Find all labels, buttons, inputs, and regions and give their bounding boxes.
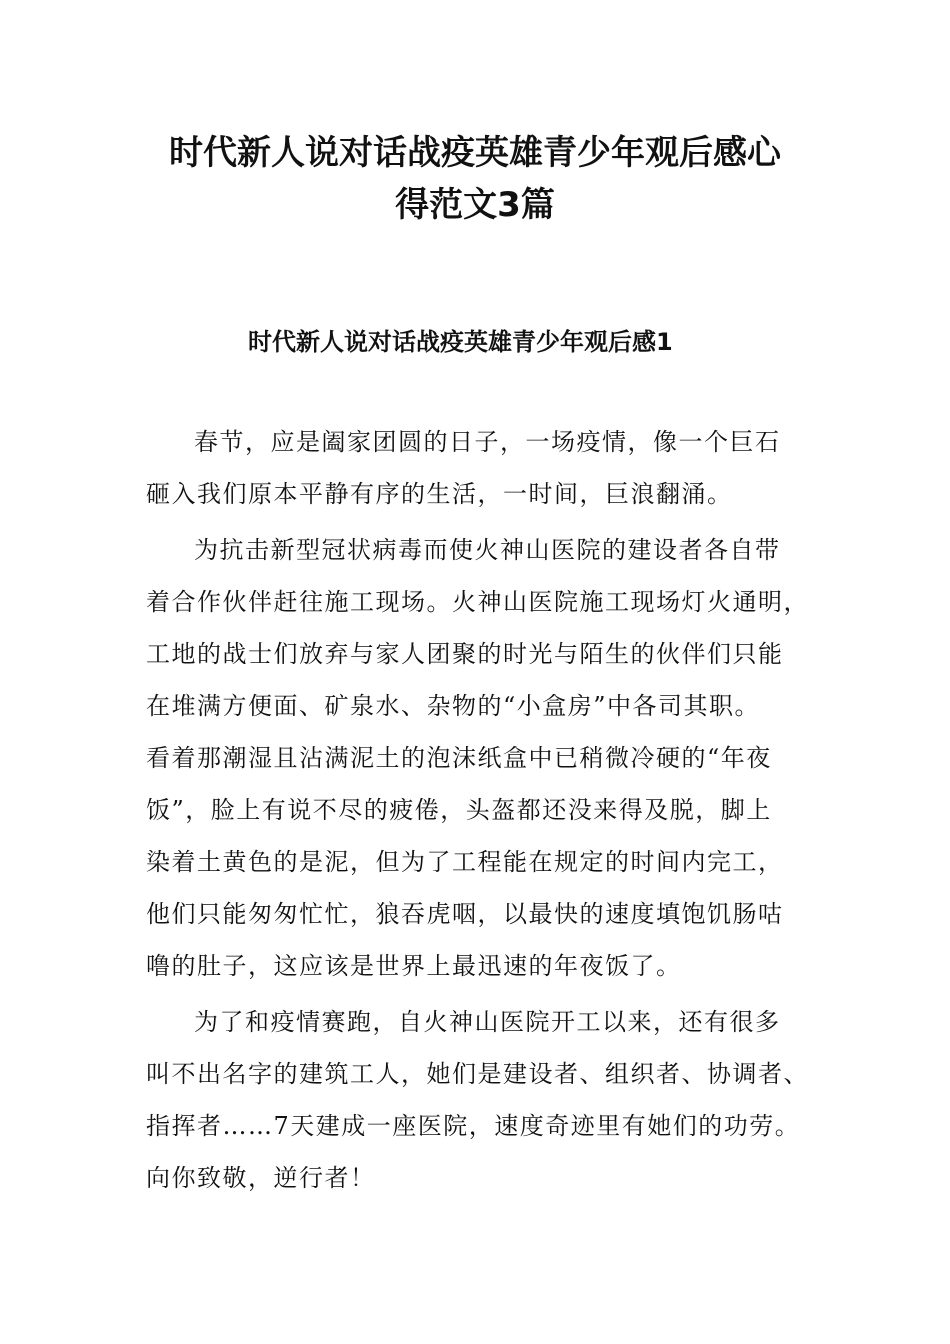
paragraph-line: 春节，应是阖家团圆的日子，一场疫情，像一个巨石 (194, 428, 781, 456)
paragraph-line: 饭”，脸上有说不尽的疲倦，头盔都还没来得及脱，脚上 (146, 796, 772, 824)
paragraph-line: 着合作伙伴赶往施工现场。火神山医院施工现场灯火通明， (146, 588, 809, 616)
paragraph-line: 砸入我们原本平静有序的生活，一时间，巨浪翻涌。 (146, 480, 733, 508)
paragraph-line: 看着那潮湿且沾满泥土的泡沫纸盒中已稍微冷硬的“年夜 (146, 744, 772, 772)
paragraph-line: 噜的肚子，这应该是世界上最迅速的年夜饭了。 (146, 952, 682, 980)
paragraph-line: 叫不出名字的建筑工人，她们是建设者、组织者、协调者、 (146, 1060, 809, 1088)
paragraph-line: 为抗击新型冠状病毒而使火神山医院的建设者各自带 (194, 536, 781, 564)
paragraph-line: 指挥者……7天建成一座医院，速度奇迹里有她们的功劳。 (146, 1112, 801, 1140)
section-heading: 时代新人说对话战疫英雄青少年观后感1 (248, 328, 673, 356)
paragraph-line: 向你致敬，逆行者！ (146, 1164, 376, 1192)
paragraph-line: 为了和疫情赛跑，自火神山医院开工以来，还有很多 (194, 1008, 781, 1036)
document-title-line-1: 时代新人说对话战疫英雄青少年观后感心 (169, 133, 781, 173)
paragraph-line: 染着土黄色的是泥，但为了工程能在规定的时间内完工， (146, 848, 784, 876)
paragraph-line: 在堆满方便面、矿泉水、杂物的“小盒房”中各司其职。 (146, 692, 761, 720)
paragraph-line: 他们只能匆匆忙忙，狼吞虎咽，以最快的速度填饱饥肠咕 (146, 900, 784, 928)
document-title-line-2: 得范文3篇 (395, 185, 555, 225)
paragraph-line: 工地的战士们放弃与家人团聚的时光与陌生的伙伴们只能 (146, 640, 784, 668)
